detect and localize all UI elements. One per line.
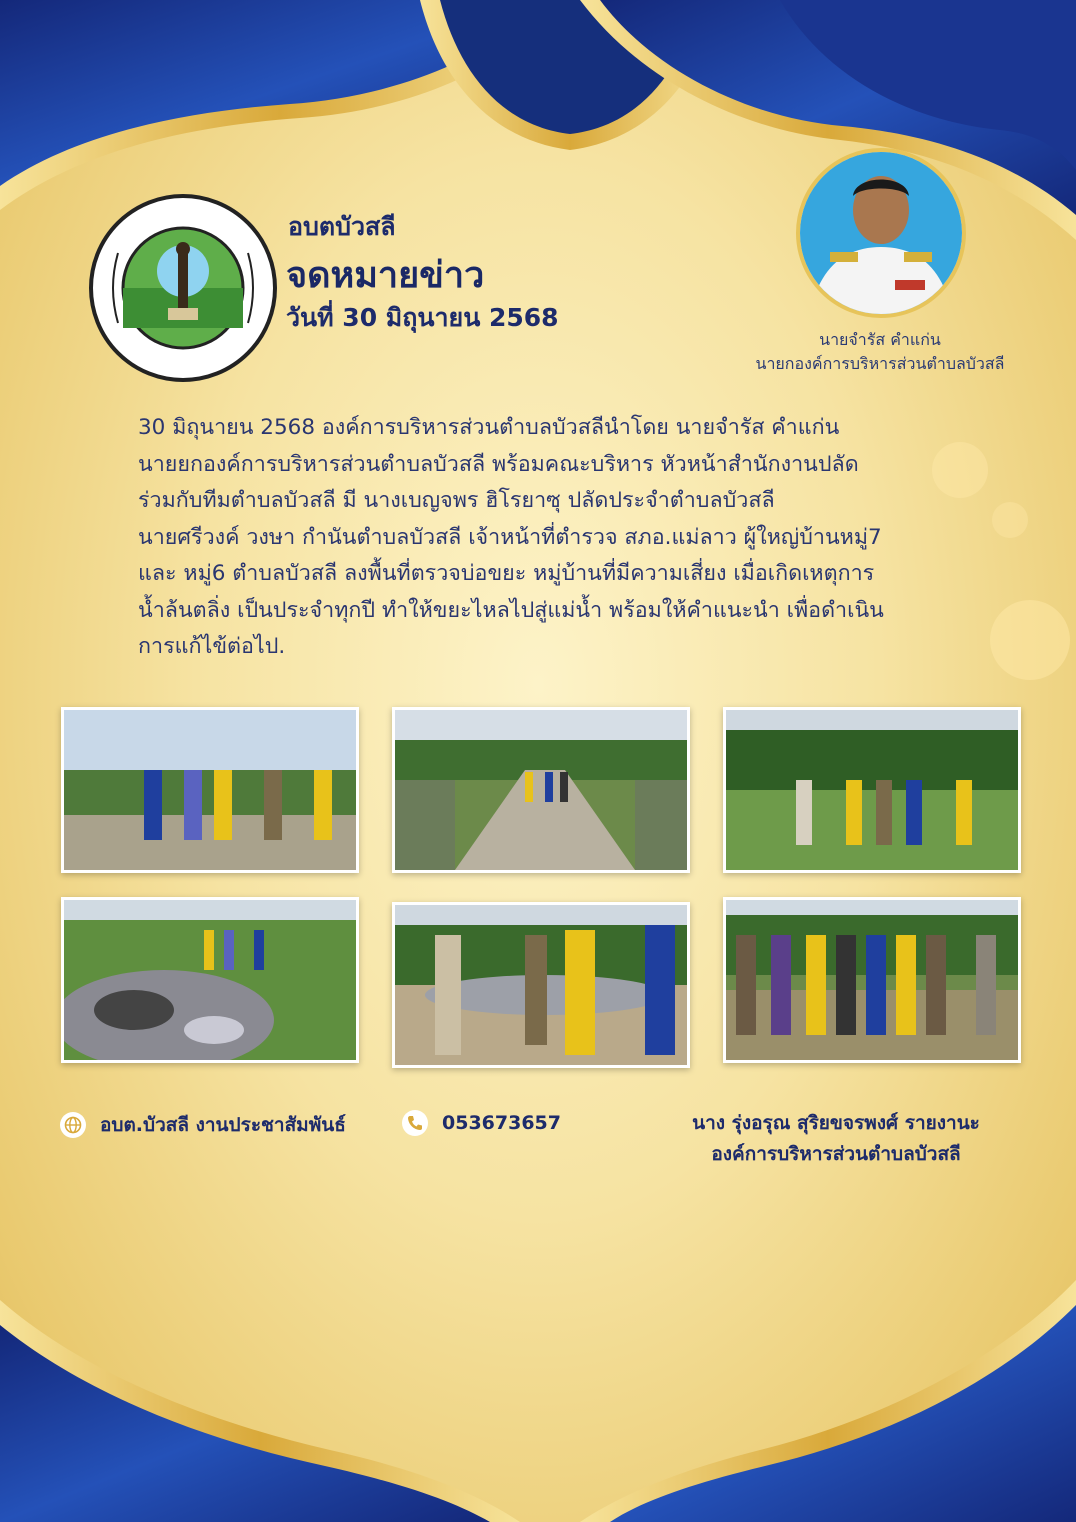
photo-field-group xyxy=(723,707,1021,873)
body-line: น้ำล้นตลิ่ง เป็นประจำทุกปี ทำให้ขยะไหลไปสู่แม่น้ำ พร้อมให้คำแนะนำ เพื่อดำเนิน xyxy=(138,597,884,623)
mayor-name: นายจำรัส คำแก่น xyxy=(819,330,941,349)
mayor-position: นายกองค์การบริหารส่วนตำบลบัวสลี xyxy=(755,354,1005,373)
body-line: นายศรีวงค์ วงษา กำนันตำบลบัวสลี เจ้าหน้าที่ตำรวจ สภอ.แม่ลาว ผู้ใหญ่บ้านหมู่7 xyxy=(138,524,882,550)
globe-icon xyxy=(60,1112,86,1138)
body-line: และ หมู่6 ตำบลบัวสลี ลงพื้นที่ตรวจบ่อขยะ หมู่บ้านที่มีความเสี่ยง เมื่อเกิดเหตุการ xyxy=(138,561,875,586)
organization-name: อบตบัวสลี xyxy=(288,212,396,241)
reporter-org: องค์การบริหารส่วนตำบลบัวสลี xyxy=(711,1143,961,1165)
news-body xyxy=(138,410,988,666)
reporter-credit xyxy=(650,1108,1022,1170)
photo-bridge-road xyxy=(392,707,690,873)
footer-page-contact[interactable] xyxy=(60,1110,346,1140)
reporter-name: นาง รุ่งอรุณ สุริยขจรพงศ์ รายงานะ xyxy=(692,1112,980,1134)
footer-page-label: อบต.บัวสลี งานประชาสัมพันธ์ xyxy=(100,1114,346,1136)
body-line: การแก้ไข้ต่อไป. xyxy=(138,634,286,659)
photo-inspection xyxy=(392,902,690,1068)
newsletter-title: จดหมายข่าว xyxy=(286,255,485,296)
mayor-portrait xyxy=(796,148,966,318)
newsletter-date: วันที่ 30 มิถุนายน 2568 xyxy=(286,303,559,332)
organization-logo xyxy=(88,193,278,383)
photo-garbage-pile xyxy=(61,897,359,1063)
footer-phone-number: 053673657 xyxy=(442,1112,561,1134)
phone-icon xyxy=(402,1110,428,1136)
photo-bridge-group xyxy=(61,707,359,873)
body-line: ร่วมกับทีมตำบลบัวสลี มี นางเบญจพร ฮิโรยาซุ ปลัดประจำตำบลบัวสลี xyxy=(138,488,775,513)
photo-site-group xyxy=(723,897,1021,1063)
body-line: นายยกองค์การบริหารส่วนตำบลบัวสลี พร้อมคณะบริหาร หัวหน้าสำนักงานปลัด xyxy=(138,451,859,477)
mayor-caption xyxy=(700,328,1060,376)
body-line: 30 มิถุนายน 2568 องค์การบริหารส่วนตำบลบัวสลีนำโดย นายจำรัส คำแก่น xyxy=(138,415,840,440)
footer-phone-contact[interactable] xyxy=(402,1110,561,1136)
